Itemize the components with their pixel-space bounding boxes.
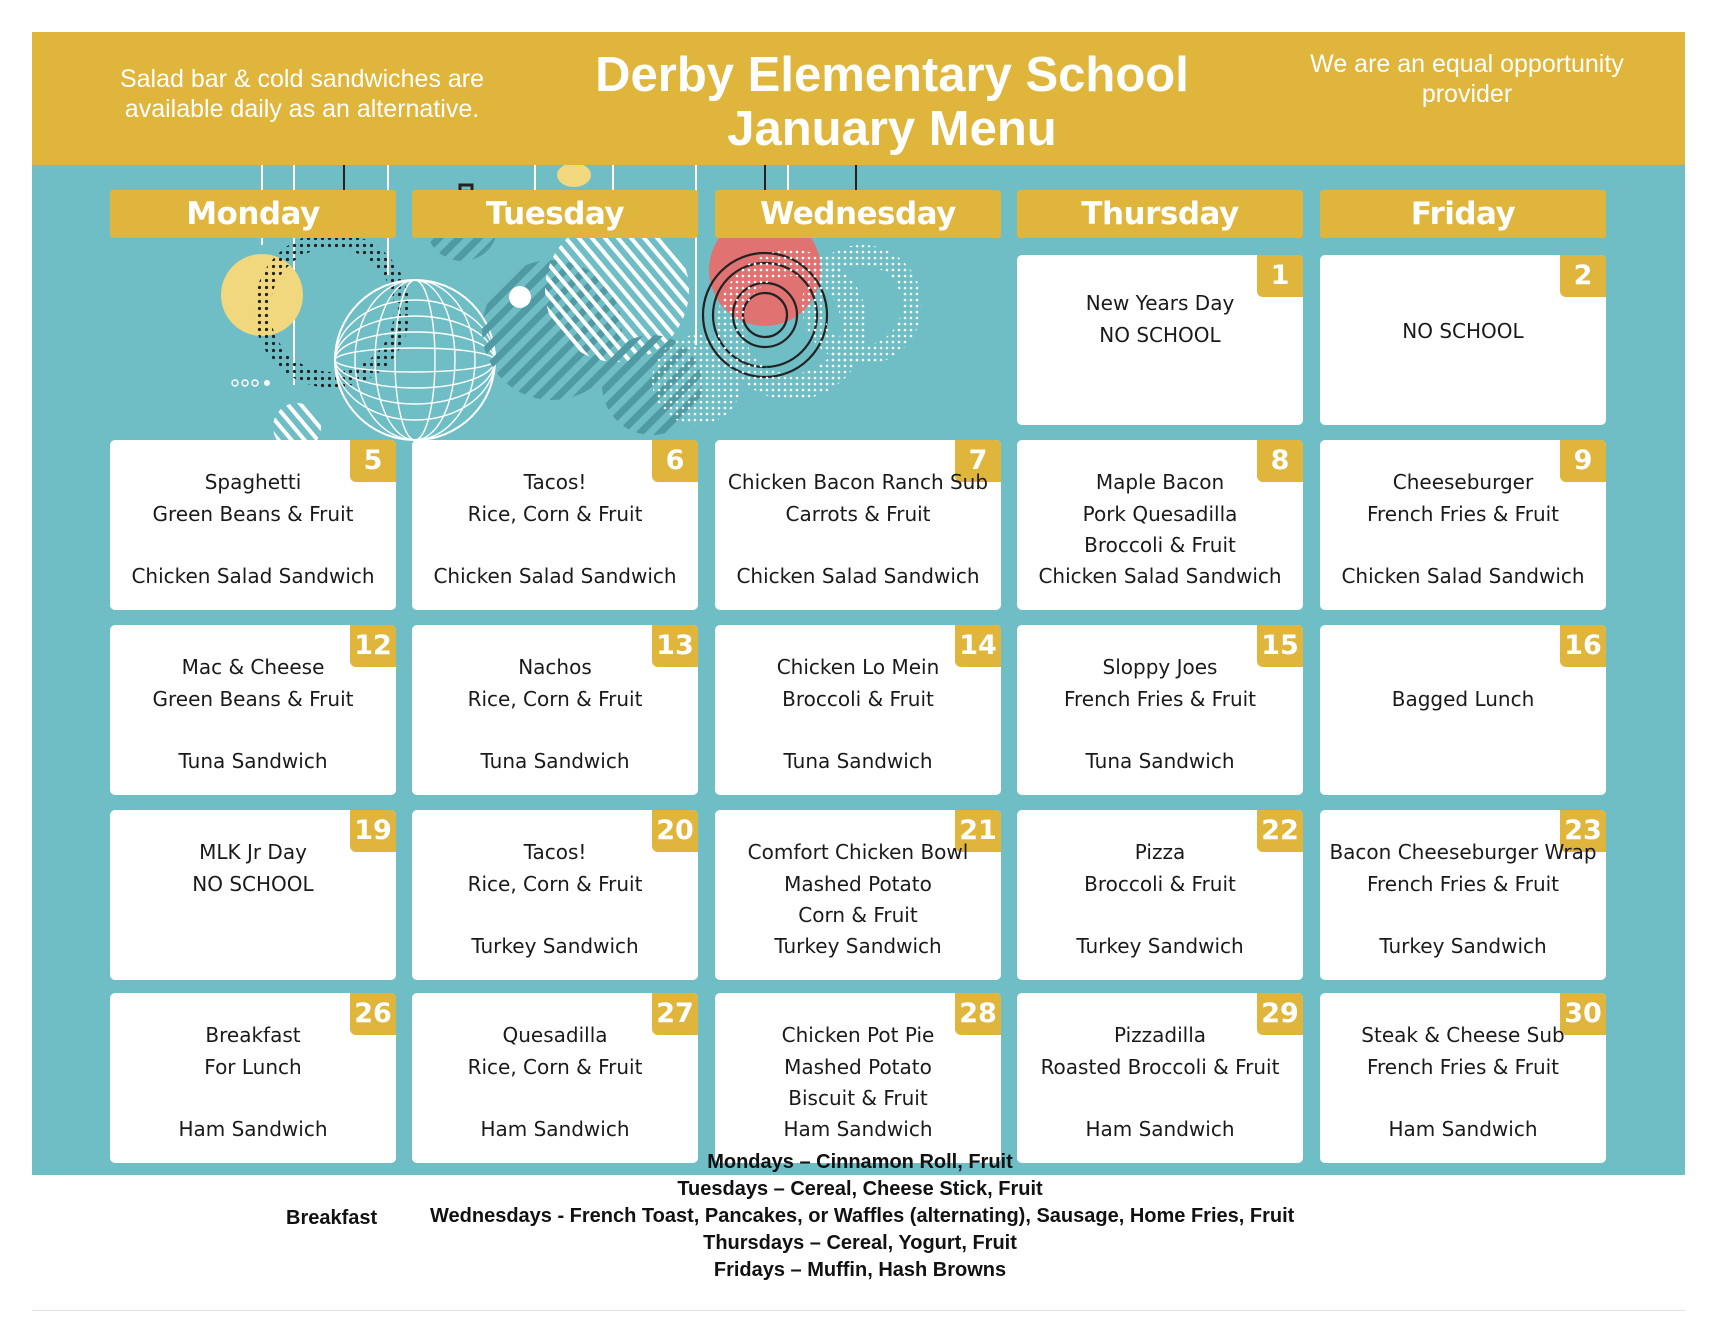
menu-item-line: Ham Sandwich [178,1117,328,1141]
day-cell-14 [715,625,1001,795]
day-cell-12 [110,625,396,795]
menu-item-line: Roasted Broccoli & Fruit [1040,1055,1280,1079]
menu-month-title: January Menu [727,102,1057,156]
day-cell-30 [1320,993,1606,1163]
menu-item-line: Sloppy Joes [1102,655,1218,679]
date-number: 2 [1560,255,1606,297]
day-cell-27 [412,993,698,1163]
date-number: 12 [350,625,396,667]
breakfast-day-line: Fridays – Muffin, Hash Browns [713,1259,1007,1281]
menu-item-line: French Fries & Fruit [1366,872,1560,896]
date-number: 6 [652,440,698,482]
menu-item-line: Rice, Corn & Fruit [467,687,643,711]
day-cell-15 [1017,625,1303,795]
equal-opportunity-line-1: We are an equal opportunity [1310,50,1624,78]
menu-item-line: Chicken Salad Sandwich [1341,564,1585,588]
menu-item-line: Bagged Lunch [1391,687,1535,711]
menu-item-line: NO SCHOOL [192,872,314,896]
day-header-friday: Friday [1320,190,1606,238]
menu-item-line: Chicken Salad Sandwich [1038,564,1282,588]
date-number: 5 [350,440,396,482]
menu-item-line: Ham Sandwich [783,1117,933,1141]
breakfast-label: Breakfast [286,1207,378,1229]
menu-item-line: Nachos [518,655,592,679]
menu-item-line: Green Beans & Fruit [152,687,354,711]
date-number: 16 [1560,625,1606,667]
day-header-wednesday: Wednesday [715,190,1001,238]
school-name: Derby Elementary School [595,48,1189,102]
date-number: 23 [1560,810,1606,852]
menu-item-line: Corn & Fruit [798,903,918,927]
menu-item-line: For Lunch [204,1055,302,1079]
day-cell-13 [412,625,698,795]
calendar-grid [32,165,1685,1175]
date-number: 21 [955,810,1001,852]
salad-bar-note [72,64,532,124]
salad-bar-note-line-2: available daily as an alternative. [124,95,480,123]
day-header-tuesday: Tuesday [412,190,698,238]
day-cell-9 [1320,440,1606,610]
menu-item-line: French Fries & Fruit [1063,687,1257,711]
day-cell-6 [412,440,698,610]
day-cell-26 [110,993,396,1163]
menu-item-line: Mashed Potato [784,1055,932,1079]
menu-item-line: Pizza [1134,840,1186,864]
breakfast-day-line: Tuesdays – Cereal, Cheese Stick, Fruit [677,1178,1043,1200]
date-number: 20 [652,810,698,852]
menu-item-line: Chicken Salad Sandwich [433,564,677,588]
date-number: 30 [1560,993,1606,1035]
menu-item-line: Broccoli & Fruit [1084,872,1236,896]
menu-item-line: Cheeseburger [1392,470,1534,494]
menu-item-line: Tuna Sandwich [480,749,630,773]
menu-item-line: Broccoli & Fruit [1084,533,1236,557]
date-number: 7 [955,440,1001,482]
menu-item-line: Ham Sandwich [480,1117,630,1141]
day-cell-8 [1017,440,1303,610]
date-number: 8 [1257,440,1303,482]
breakfast-day-line: Wednesdays - French Toast, Pancakes, or Waffles (alternating), Sausage, Home Fries, Fruit [430,1205,1295,1227]
day-cell-29 [1017,993,1303,1163]
menu-item-line: Turkey Sandwich [1379,934,1547,958]
menu-item-line: Tuna Sandwich [783,749,933,773]
day-cell-16 [1320,625,1606,795]
menu-item-line: Rice, Corn & Fruit [467,1055,643,1079]
page-title [532,48,1252,156]
menu-item-line: Chicken Bacon Ranch Sub [727,470,989,494]
menu-item-line: Tacos! [523,840,587,864]
menu-item-line: Ham Sandwich [1388,1117,1538,1141]
date-number: 9 [1560,440,1606,482]
menu-item-line: Steak & Cheese Sub [1361,1023,1565,1047]
menu-item-line: Tacos! [523,470,587,494]
day-cell-28 [715,993,1001,1163]
menu-item-line: MLK Jr Day [199,840,307,864]
date-number: 29 [1257,993,1303,1035]
menu-item-line: Quesadilla [502,1023,608,1047]
menu-item-line: Mac & Cheese [181,655,325,679]
day-cell-22 [1017,810,1303,980]
date-number: 14 [955,625,1001,667]
menu-item-line: Rice, Corn & Fruit [467,502,643,526]
menu-item-line: Chicken Lo Mein [776,655,940,679]
day-header-monday: Monday [110,190,396,238]
menu-item-line: Broccoli & Fruit [782,687,934,711]
menu-item-line: French Fries & Fruit [1366,502,1560,526]
equal-opportunity-note [1247,49,1687,109]
menu-item-line: Pizzadilla [1113,1023,1207,1047]
day-cell-1 [1017,255,1303,425]
menu-item-line: Rice, Corn & Fruit [467,872,643,896]
menu-item-line: Tuna Sandwich [178,749,328,773]
date-number: 13 [652,625,698,667]
day-header-thursday: Thursday [1017,190,1303,238]
date-number: 15 [1257,625,1303,667]
date-number: 28 [955,993,1001,1035]
menu-item-line: Mashed Potato [784,872,932,896]
date-number: 19 [350,810,396,852]
date-number: 27 [652,993,698,1035]
equal-opportunity-line-2: provider [1421,80,1513,108]
menu-item-line: Carrots & Fruit [785,502,931,526]
menu-item-line: Pork Quesadilla [1082,502,1238,526]
breakfast-day-line: Mondays – Cinnamon Roll, Fruit [707,1151,1013,1173]
menu-item-line: Bacon Cheeseburger Wrap [1329,840,1597,864]
menu-item-line: New Years Day [1085,291,1235,315]
menu-item-line: French Fries & Fruit [1366,1055,1560,1079]
menu-item-line: NO SCHOOL [1099,323,1221,347]
menu-item-line: Chicken Salad Sandwich [736,564,980,588]
date-number: 26 [350,993,396,1035]
bottom-divider [32,1310,1685,1311]
date-number: 1 [1257,255,1303,297]
menu-item-line: Turkey Sandwich [1076,934,1244,958]
menu-item-line: Maple Bacon [1095,470,1225,494]
menu-item-line: Spaghetti [204,470,302,494]
day-cell-7 [715,440,1001,610]
menu-item-line: Chicken Salad Sandwich [131,564,375,588]
salad-bar-note-line-1: Salad bar & cold sandwiches are [119,65,485,93]
menu-item-line: Green Beans & Fruit [152,502,354,526]
day-cell-20 [412,810,698,980]
menu-item-line: Breakfast [205,1023,301,1047]
menu-item-line: Tuna Sandwich [1085,749,1235,773]
menu-item-line: Turkey Sandwich [471,934,639,958]
header-banner [32,32,1685,165]
date-number: 22 [1257,810,1303,852]
menu-item-line: Ham Sandwich [1085,1117,1235,1141]
day-cell-23 [1320,810,1606,980]
menu-item-line: Turkey Sandwich [774,934,942,958]
day-cell-21 [715,810,1001,980]
menu-item-line: Comfort Chicken Bowl [747,840,969,864]
menu-item-line: Biscuit & Fruit [788,1086,928,1110]
day-cell-5 [110,440,396,610]
menu-item-line: Chicken Pot Pie [781,1023,935,1047]
day-cell-2 [1320,255,1606,425]
day-cell-19 [110,810,396,980]
menu-item-line: NO SCHOOL [1402,319,1524,343]
breakfast-day-line: Thursdays – Cereal, Yogurt, Fruit [703,1232,1017,1254]
